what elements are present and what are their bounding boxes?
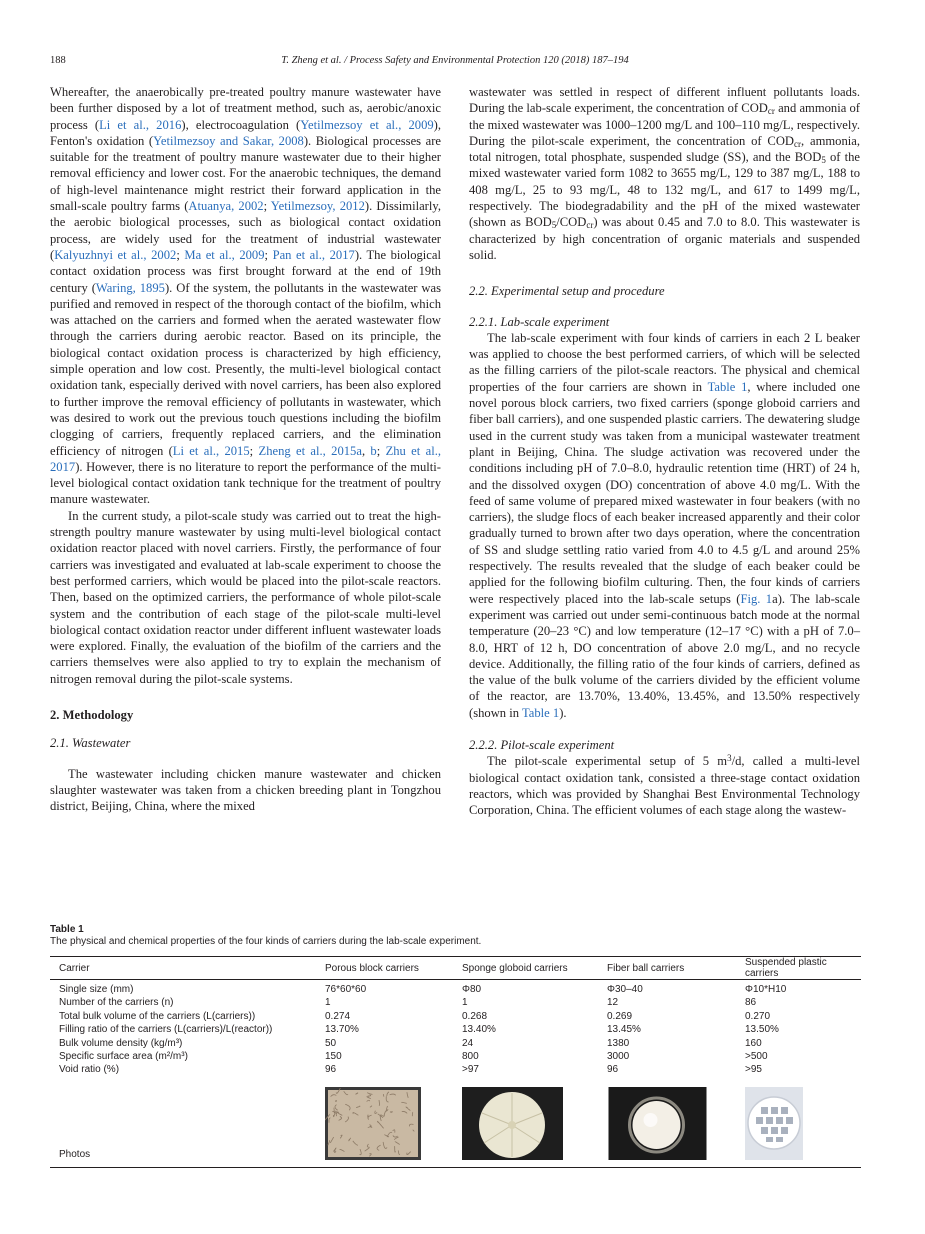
subsubsection-heading-pilot: 2.2.2. Pilot-scale experiment	[469, 737, 615, 752]
table-cell: >97	[462, 1064, 479, 1076]
row-label: Bulk volume density (kg/m³)	[59, 1037, 183, 1049]
table-cell: >95	[745, 1064, 762, 1076]
text-run: The pilot-scale experimental setup of 5 m	[487, 754, 728, 769]
text-run: ;	[376, 443, 386, 458]
row-label: Filling ratio of the carriers (L(carriers)/L(reactor))	[59, 1024, 273, 1036]
superscript: 3	[727, 753, 732, 764]
text-run: ). However, there is no literature to report the performance of the multi-level biological contact oxidation tank technique for the treatment of poultry manure wastewater.	[50, 459, 441, 507]
text-run: ). Biological processes are suitable for the treatment of poultry manure wastewater due to their higher removal efficiency and lower cost. For the anaerobic techniques, the demand of high-level maintenance might restrict their forward application in the small-scale poultry farms (	[50, 133, 442, 214]
section-heading-methodology: 2. Methodology	[50, 707, 134, 722]
table-cell: 13.50%	[745, 1024, 779, 1036]
text-run: ). Of the system, the pollutants in the wastewater was purified and removed in respect of the thorough contact of the biofilm, which was attached on the carriers and formed when the aerated wastewater flow through the carriers during aerobic reactor. Based on its principle, the biological contact oxidation process is characterized by high efficiency, simple operation and low cost. Presently, the multi-level biological contact oxidation tank, especially derived with novel carriers, has been also explored to further improve the removal efficiency of pollutants in wastewater, which was desired to work out the previous touch questions including the biofilm clogging of carriers, frequently replaced carriers, and the elimination efficiency of nitrogen (	[50, 280, 441, 458]
table-cell: 96	[325, 1064, 337, 1076]
reference-link[interactable]: Waring, 1895	[95, 280, 165, 295]
reference-link[interactable]: Table 1	[707, 379, 748, 394]
table-label: Table 1	[50, 924, 84, 935]
fiber-strand	[383, 1094, 384, 1096]
page-number: 188	[50, 55, 66, 66]
table-cell: 76*60*60	[325, 984, 367, 995]
table-cell: >500	[745, 1050, 768, 1062]
table-header-cell: Carrier	[50, 957, 325, 980]
carrier-properties-table	[50, 956, 861, 1168]
table-cell: 86	[745, 997, 757, 1009]
row-label: Specific surface area (m²/m³)	[59, 1050, 188, 1062]
table-cell: Φ30–40	[607, 984, 643, 995]
intro-paragraph-1	[50, 84, 441, 508]
table-cell: 24	[462, 1037, 474, 1049]
table-cell: Φ10*H10	[745, 984, 787, 995]
table-header-cell: Porous block carriers	[325, 957, 462, 980]
table-row	[50, 1051, 861, 1064]
table-1	[50, 924, 861, 1168]
reference-link[interactable]: Li et al., 2016	[99, 117, 182, 132]
reference-link[interactable]: Table 1	[521, 705, 560, 720]
subsection-heading-wastewater: 2.1. Wastewater	[50, 736, 131, 751]
table-cell: 13.40%	[462, 1024, 496, 1036]
text-run: wastewater was settled in respect of different influent pollutants loads. During the lab-scale experiment, the concentration of COD	[469, 85, 860, 116]
suspended-plastic-photo-icon	[745, 1087, 803, 1160]
text-run: and ammonia of the mixed wastewater was 1000–1200 mg/L and 100–110 mg/L, respectively. During the pilot-scale experiment, the concentration of COD	[469, 101, 860, 148]
text-run: a). The lab-scale experiment was carried out under semi-continuous batch mode at the normal temperature (20–23 °C) and low temperature (12–17 °C) with a pH of 7.0–8.0, HRT of 12 h, DO concentration of above 2.0 mg/L, and no recycle device. Additionally, the filling ratio of the four kinds of carriers, defined as the value of the bulk volume of the carriers divided by the efficient volume of the reactor, are 13.70%, 13.40%, 13.45%, and 13.50% respectively (shown in	[469, 591, 860, 720]
table-cell: 800	[462, 1050, 479, 1062]
subscript: 5	[551, 220, 557, 231]
text-run: ), Fenton's oxidation (	[50, 117, 442, 148]
reference-link[interactable]: Yetilmezsoy and Sakar, 2008	[153, 133, 304, 148]
table-row	[50, 1024, 861, 1037]
table-cell: 1	[462, 997, 468, 1009]
text-run: ;	[264, 247, 273, 262]
table-cell: 1	[325, 997, 331, 1009]
table-cell: 150	[325, 1050, 342, 1062]
text-run: Whereafter, the anaerobically pre-treated poultry manure wastewater have been further disposed by a lot of treatment method, such as, aerobic/anoxic process (	[50, 85, 441, 132]
wastewater-paragraph-continued	[469, 84, 860, 263]
running-header	[50, 55, 860, 71]
fiber-ball-photo-icon	[607, 1087, 708, 1160]
table-cell: 96	[607, 1064, 619, 1076]
table-cell: 0.274	[325, 1010, 351, 1022]
table-row	[50, 1038, 861, 1051]
subscript: cr	[767, 106, 775, 117]
wastewater-paragraph: The wastewater including chicken manure wastewater and chicken slaughter wastewater was taken from a chicken breeding plant in Tongzhou district, Beijing, China, where the mixed	[50, 766, 441, 814]
table-cell: 0.269	[607, 1010, 633, 1022]
table-header-cell: Sponge globoid carriers	[462, 957, 607, 980]
sponge-globoid-photo-icon	[462, 1087, 563, 1160]
reference-link[interactable]: Kalyuzhnyi et al., 2002	[54, 247, 177, 262]
lab-scale-paragraph	[469, 330, 860, 721]
text-run: /COD	[556, 215, 587, 230]
reference-link[interactable]: Pan et al., 2017	[272, 247, 355, 262]
pilot-scale-paragraph	[469, 753, 860, 818]
text-run: , ammonia, total nitrogen, total phosphate, suspended sludge (SS), and the BOD	[469, 133, 860, 165]
reference-link[interactable]: Ma et al., 2009	[184, 247, 265, 262]
subscript: 5	[821, 155, 826, 166]
subsubsection-heading-lab: 2.2.1. Lab-scale experiment	[469, 314, 610, 329]
text-run: ).	[559, 705, 567, 720]
text-run: , where included one novel porous block carriers, two fixed carriers (sponge globoid carriers and fiber ball carriers), and one suspended plastic carriers. The dewatering sludge used in the current study was taken from a municipal wastewater treatment plant in Beijing, China. The sludge activation was recovered under the conditions including pH of 7.0–8.0, hydraulic retention time (HRT) of 24 h, and the dissolved oxygen (DO) concentration of above 4.0 mg/L. With the feed of same volume of prepared mixed wastewater in four beakers (with no carriers), the sludge flocs of each beaker increased apparently and their color gradually turned to brown after two days operation, where the concentration of SS and sludge settling ratio varied from 4.0 to 4.5 g/L and around 25% respectively. The results revealed that the sludge of each beaker could be applied for the following biofilm culturing. Then, the four kinds of carriers were respectively placed into the lab-scale setups (	[469, 379, 860, 606]
reference-link[interactable]: Zheng et al., 2015a	[258, 443, 362, 458]
table-row	[50, 980, 861, 998]
text-run: ;	[263, 199, 271, 214]
journal-citation: T. Zheng et al. / Process Safety and Environmental Protection 120 (2018) 187–194	[281, 55, 629, 66]
text-run: ;	[176, 247, 185, 262]
reference-link[interactable]: Yetilmezsoy et al., 2009	[300, 117, 434, 132]
porous-block-photo-icon	[325, 1087, 421, 1160]
right-column	[469, 84, 860, 818]
table-cell: 13.70%	[325, 1024, 359, 1036]
text-run: of the mixed wastewater varied form 1082 to 3655 mg/L, 129 to 387 mg/L, 188 to 408 mg/L, 25 to 93 mg/L, 48 to 132 mg/L, and 617 to 1499 mg/L, respectively. The biodegradability and the pH of the mixed wastewater (shown as BOD	[469, 150, 860, 230]
reference-link[interactable]: Zhu et al., 2017	[50, 443, 441, 474]
table-cell: 1380	[607, 1037, 630, 1049]
table-cell: Φ80	[462, 984, 482, 995]
table-header-cell: Suspended plastic carriers	[745, 957, 861, 980]
table-cell: 0.270	[745, 1010, 771, 1022]
text-run: ;	[249, 443, 259, 458]
intro-paragraph-2: In the current study, a pilot-scale study was carried out to treat the high-strength poultry manure wastewater by using multi-level biological contact oxidation reactor placed with novel carriers. Firstly, the performance of four carriers was investigated and evaluated at lab-scale experiment to choose the best performed carriers, which would be placed into the pilot-scale reactors. Then, based on the optimized carriers, the performance of whole pilot-scale system and the contribution of each stage of the pilot-scale multi-level biological contact oxidation reactor under different influent wastewater loads were explored. Finally, the evaluation of the biofilm of the carriers and the carriers themselves were also applied to try to explain the mechanism of nitrogen removal during the pilot-scale systems.	[50, 508, 441, 686]
text-run: ) was about 0.45 and 7.0 to 8.0. This wastewater is characterized by high concentration of organic materials and suspended solid.	[469, 215, 860, 262]
reference-link[interactable]: Yetilmezsoy, 2012	[270, 199, 365, 214]
text-run: /d, called a multi-level biological contact oxidation tank, consisted a three-stage contact oxidation reactors, which was provided by Shanghai Best Environmental Technology Corporation, China. The efficient volumes of each stage along the wastew-	[469, 754, 860, 818]
table-row	[50, 1064, 861, 1077]
text-run: ), electrocoagulation (	[181, 117, 301, 132]
reference-link[interactable]: Atuanya, 2002	[188, 199, 264, 214]
table-caption: The physical and chemical properties of the four kinds of carriers during the lab-scale experiment.	[50, 936, 482, 947]
subsection-heading-setup: 2.2. Experimental setup and procedure	[469, 284, 665, 299]
reference-link[interactable]: Fig. 1	[740, 591, 773, 606]
photos-label: Photos	[50, 1078, 325, 1168]
text-run: ). The biological contact oxidation process was first brought forward at the end of 19th century (	[50, 247, 441, 295]
table-row	[50, 997, 861, 1010]
table-cell: 12	[607, 997, 619, 1009]
table-cell: 3000	[607, 1050, 630, 1062]
reference-link[interactable]: Li et al., 2015	[172, 443, 250, 458]
text-run: The lab-scale experiment with four kinds of carriers in each 2 L beaker was applied to choose the best performed carriers, of which will be selected as the filling carriers of the pilot-scale reactors. The physical and chemical properties of the four carriers are shown in	[469, 330, 860, 394]
subscript: cr	[586, 220, 594, 231]
table-cell: 13.45%	[607, 1024, 641, 1036]
row-label: Void ratio (%)	[59, 1064, 120, 1076]
subscript: cr	[794, 138, 802, 149]
row-label: Total bulk volume of the carriers (L(carriers))	[59, 1010, 256, 1022]
row-label: Number of the carriers (n)	[59, 997, 174, 1009]
table-row	[50, 1011, 861, 1024]
left-column	[50, 84, 441, 814]
table-row-photos	[50, 1078, 861, 1168]
text-run: ,	[361, 443, 371, 458]
reference-link[interactable]: b	[370, 443, 377, 458]
table-cell: 0.268	[462, 1010, 488, 1022]
table-cell: 50	[325, 1037, 337, 1049]
text-run: ). Dissimilarly, the aerobic biological processes, such as biological contact oxidation process, are widely used for the treatment of industrial wastewater (	[50, 199, 442, 262]
table-header-row	[50, 957, 861, 980]
row-label: Single size (mm)	[59, 984, 134, 995]
table-cell: 160	[745, 1037, 762, 1049]
table-header-cell: Fiber ball carriers	[607, 957, 745, 980]
